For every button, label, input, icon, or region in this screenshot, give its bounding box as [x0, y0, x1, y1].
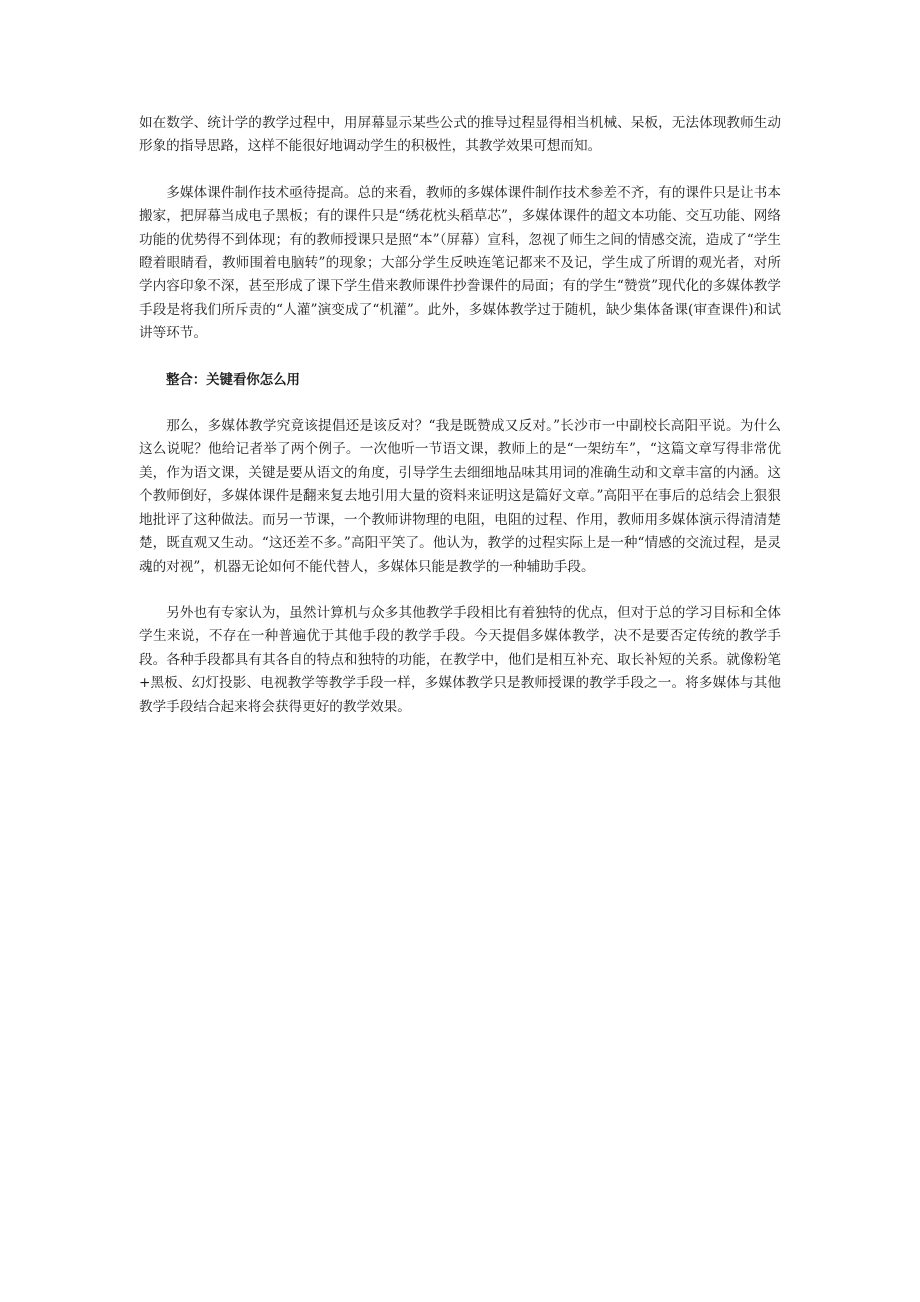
paragraph-1: 如在数学、统计学的教学过程中，用屏幕显示某些公式的推导过程显得相当机械、呆板，无法体现教师生动形象的指导思路，这样不能很好地调动学生的积极性，其教学效果可想而知。 [139, 115, 781, 155]
paragraph-4: 另外也有专家认为，虽然计算机与众多其他教学手段相比有着独特的优点，但对于总的学习目标和全体学生来说，不存在一种普遍优于其他手段的教学手段。今天提倡多媒体教学，决不是要否定传统的教学手段。各种手段都具有其各自的特点和独特的功能，在教学中，他们是相互补充、取长补短的关系。就像粉笔+黑板、幻灯投影、电视教学等教学手段一样，多媒体教学只是教师授课的教学手段之一。将多媒体与其他教学手段结合起来将会获得更好的教学效果。 [139, 604, 781, 715]
document-page [139, 112, 781, 742]
paragraph-3: 那么，多媒体教学究竟该提倡还是该反对？“我是既赞成又反对。”长沙市一中副校长高阳平说。为什么这么说呢？他给记者举了两个例子。一次他听一节语文课，教师上的是“一架纺车”，“这篇文章写得非常优美，作为语文课，关键是要从语文的角度，引导学生去细细地品味其用词的准确生动和文章丰富的内涵。这个教师倒好，多媒体课件是翻来复去地引用大量的资料来证明这是篇好文章。”高阳平在事后的总结会上狠狠地批评了这种做法。而另一节课，一个教师讲物理的电阻，电阻的过程、作用，教师用多媒体演示得清清楚楚，既直观又生动。“这还差不多。”高阳平笑了。他认为，教学的过程实际上是一种“情感的交流过程，是灵魂的对视”，机器无论如何不能代替人，多媒体只能是教学的一种辅助手段。 [139, 418, 781, 575]
section-heading: 整合：关键看你怎么用 [166, 372, 300, 388]
paragraph-2: 多媒体课件制作技术亟待提高。总的来看，教师的多媒体课件制作技术参差不齐，有的课件只是让书本搬家，把屏幕当成电子黑板；有的课件只是“绣花枕头稻草芯”，多媒体课件的超文本功能、交互功能、网络功能的优势得不到体现；有的教师授课只是照“本”（屏幕）宣科，忽视了师生之间的情感交流，造成了“学生瞪着眼睛看，教师围着电脑转”的现象；大部分学生反映连笔记都来不及记，学生成了所谓的观光者，对所学内容印象不深，甚至形成了课下学生借来教师课件抄誊课件的局面；有的学生“赞赏”现代化的多媒体教学手段是将我们所斥责的“人灌”演变成了“机灌”。此外，多媒体教学过于随机，缺少集体备课(审查课件)和试讲等环节。 [139, 184, 781, 342]
